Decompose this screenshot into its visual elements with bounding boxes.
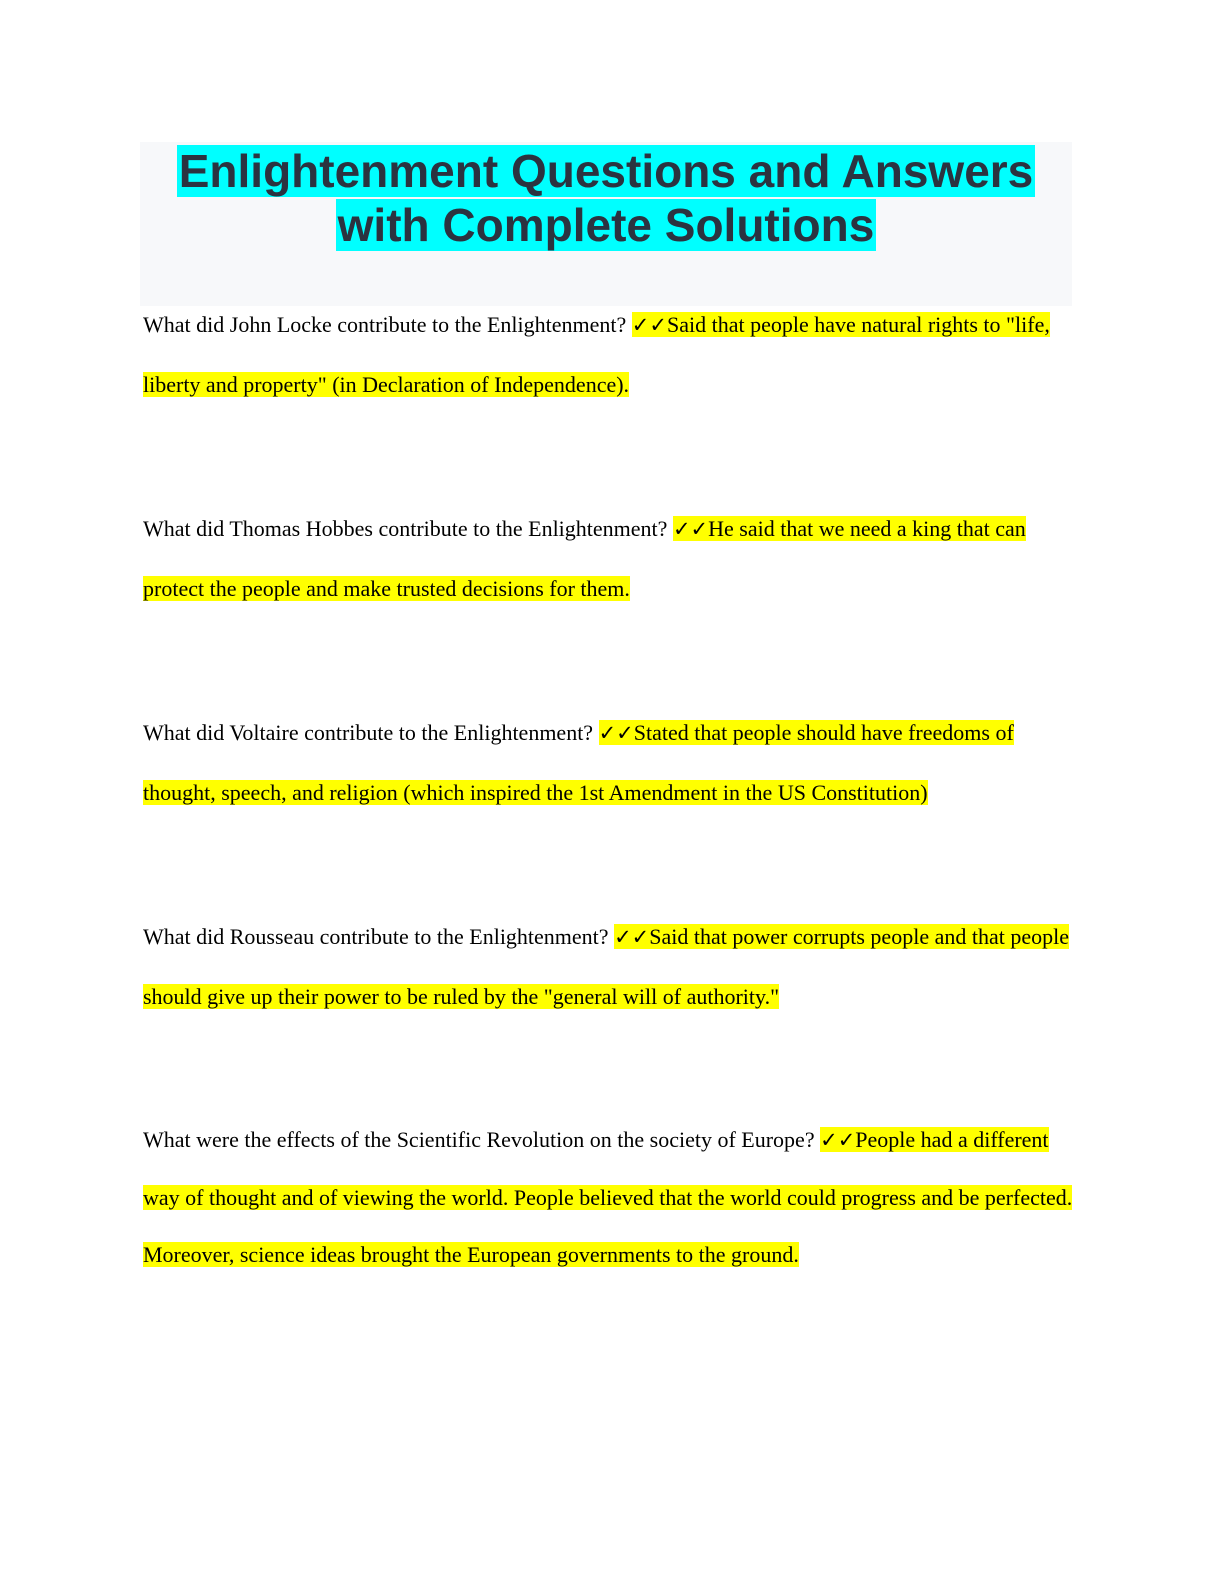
double-check-icon: ✓✓ bbox=[820, 1128, 856, 1152]
double-check-icon: ✓✓ bbox=[631, 313, 667, 337]
qa-item-voltaire bbox=[143, 703, 1078, 822]
qa-item-hobbes bbox=[143, 499, 1078, 618]
qa-item-rousseau bbox=[143, 907, 1078, 1026]
question-text: What did Thomas Hobbes contribute to the Enlightenment? bbox=[143, 516, 668, 541]
double-check-icon: ✓✓ bbox=[598, 721, 634, 745]
qa-item-scientific-revolution bbox=[143, 1111, 1078, 1283]
answer-body: Said that power corrupts people and that people should give up their power to be ruled by the "general will of authority." bbox=[143, 924, 1069, 1009]
title-line-1: Enlightenment Questions and Answers bbox=[178, 145, 1034, 197]
question-text: What were the effects of the Scientific Revolution on the society of Europe? bbox=[143, 1127, 815, 1152]
title-banner bbox=[140, 142, 1072, 306]
answer-body: He said that we need a king that can protect the people and make trusted decisions for them. bbox=[143, 516, 1026, 601]
question-text: What did Rousseau contribute to the Enlightenment? bbox=[143, 924, 609, 949]
title-line-2: with Complete Solutions bbox=[337, 199, 875, 251]
answer-body: Said that people have natural rights to "life, liberty and property" (in Declaration of Independence). bbox=[143, 312, 1050, 397]
question-text: What did John Locke contribute to the Enlightenment? bbox=[143, 312, 627, 337]
double-check-icon: ✓✓ bbox=[614, 925, 650, 949]
double-check-icon: ✓✓ bbox=[672, 517, 709, 541]
document-title bbox=[140, 144, 1072, 252]
answer-body: Stated that people should have freedoms of thought, speech, and religion (which inspired the 1st Amendment in the US Constitution) bbox=[143, 720, 1014, 805]
answer-body: People had a different way of thought and of viewing the world. People believed that the world could progress and be perfected. Moreover, science ideas brought the European governments to the ground. bbox=[143, 1127, 1073, 1267]
question-text: What did Voltaire contribute to the Enlightenment? bbox=[143, 720, 594, 745]
qa-item-locke bbox=[143, 295, 1078, 414]
